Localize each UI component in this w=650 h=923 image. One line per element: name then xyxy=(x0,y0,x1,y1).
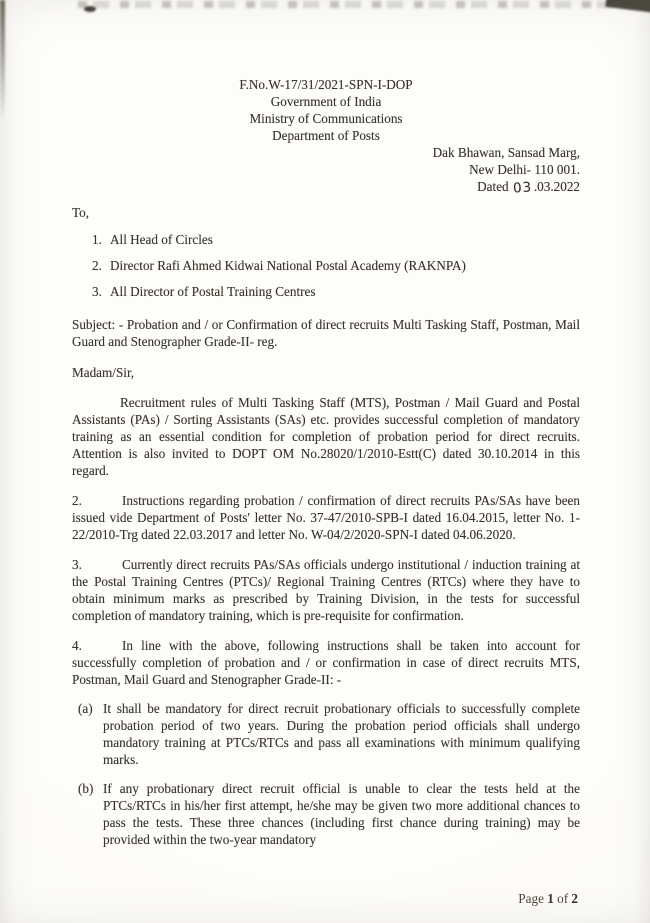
footer-current-page: 1 xyxy=(547,891,554,906)
letter-header xyxy=(72,76,580,144)
subject-line: Subject: - Probation and / or Confirmation of direct recruits Multi Tasking Staff, Postman, Mail Guard and Stenographer Grade-II- reg. xyxy=(72,317,580,349)
reference-number: F.No.W-17/31/2021-SPN-I-DOP xyxy=(239,77,413,92)
sub-item-b xyxy=(78,780,580,848)
salutation: Madam/Sir, xyxy=(72,365,135,380)
sub-item-label: (a) xyxy=(78,701,93,716)
org-line-ministry: Ministry of Communications xyxy=(249,111,403,126)
address-line-1: Dak Bhawan, Sansad Marg, xyxy=(432,145,580,160)
date-prefix: Dated xyxy=(477,179,509,194)
recipient-item xyxy=(92,231,580,248)
footer-of: of xyxy=(553,891,572,906)
recipient-item xyxy=(92,283,580,300)
address-block xyxy=(72,144,580,196)
page-number-footer xyxy=(518,891,578,907)
footer-prefix: Page xyxy=(518,891,548,906)
date-line xyxy=(72,178,580,196)
paragraph-text: Instructions regarding probation / confirmation of direct recruits PAs/SAs have been issued vide Department of Posts' letter No. 37-47/2010-SPB-I dated 16.04.2015, letter No. 1-22/2010-Trg dated 22.03.2017 and letter No. W-04/2/2020-SPN-I dated 04.06.2020. xyxy=(72,493,580,542)
footer-total-pages: 2 xyxy=(571,891,578,906)
recipient-text: All Director of Postal Training Centres xyxy=(110,284,316,299)
letter-body xyxy=(72,76,580,848)
recipient-text: All Head of Circles xyxy=(110,232,213,247)
recipient-list xyxy=(72,231,580,300)
paragraph-4 xyxy=(72,637,580,688)
paragraph-2 xyxy=(72,492,580,543)
scan-corner-artifact xyxy=(605,0,650,13)
sub-item-text: It shall be mandatory for direct recruit probationary officials to successfully complete probation period of two years. During the probation period officials shall undergo mandatory training at PTCs/RTCs and pass all examinations with minimum qualifying marks. xyxy=(103,701,580,767)
recipient-number: 1. xyxy=(92,232,102,247)
paragraph-text: Currently direct recruits PAs/SAs officials undergo institutional / induction training at the Postal Training Centres (PTCs)/ Regional Training Centres (RTCs) where they have to obtain minimum marks as prescribed by Training Division, in the tests for successful completion of mandatory training, which is pre-requisite for confirmation. xyxy=(72,557,580,623)
to-label: To, xyxy=(72,205,90,220)
scan-edge-artifact xyxy=(0,0,5,120)
recipient-item xyxy=(92,257,580,274)
sub-item-a xyxy=(78,700,580,768)
sub-item-text: If any probationary direct recruit official is unable to clear the tests held at the PTCs/RTCs in his/her first attempt, he/she may be given two more additional chances to pass the tests. These three chances (including first chance during training) may be provided within the two-year mandatory xyxy=(103,781,580,847)
paragraph-number: 4. xyxy=(72,638,82,653)
paragraph-1: Recruitment rules of Multi Tasking Staff (MTS), Postman / Mail Guard and Postal Assistants (PAs) / Sorting Assistants (SAs) etc. provides successful completion of mandatory training as an essential condition for completion of probation period for direct recruits. Attention is also invited to DOPT OM No.28020/1/2010-Estt(C) dated 30.10.2014 in this regard. xyxy=(72,395,580,478)
org-line-government: Government of India xyxy=(270,94,382,109)
paragraph-3 xyxy=(72,556,580,624)
paragraph-text: In line with the above, following instructions shall be taken into account for successfully completion of probation and / or confirmation in case of direct recruits MTS, Postman, Mail Guard and Stenographer Grade-II: - xyxy=(72,638,580,687)
address-line-2: New Delhi- 110 001. xyxy=(469,162,580,177)
recipient-number: 2. xyxy=(92,258,102,273)
paragraph-number: 2. xyxy=(72,493,82,508)
date-rest: .03.2022 xyxy=(533,179,580,194)
scan-spot-artifact xyxy=(84,6,96,12)
sub-item-label: (b) xyxy=(78,781,94,796)
paragraph-number: 3. xyxy=(72,557,82,572)
recipient-text: Director Rafi Ahmed Kidwai National Postal Academy (RAKNPA) xyxy=(110,258,466,273)
handwritten-date: 03 xyxy=(512,179,533,197)
recipient-number: 3. xyxy=(92,284,102,299)
org-line-department: Department of Posts xyxy=(272,128,380,143)
scan-ghost-text-artifact xyxy=(78,1,642,8)
